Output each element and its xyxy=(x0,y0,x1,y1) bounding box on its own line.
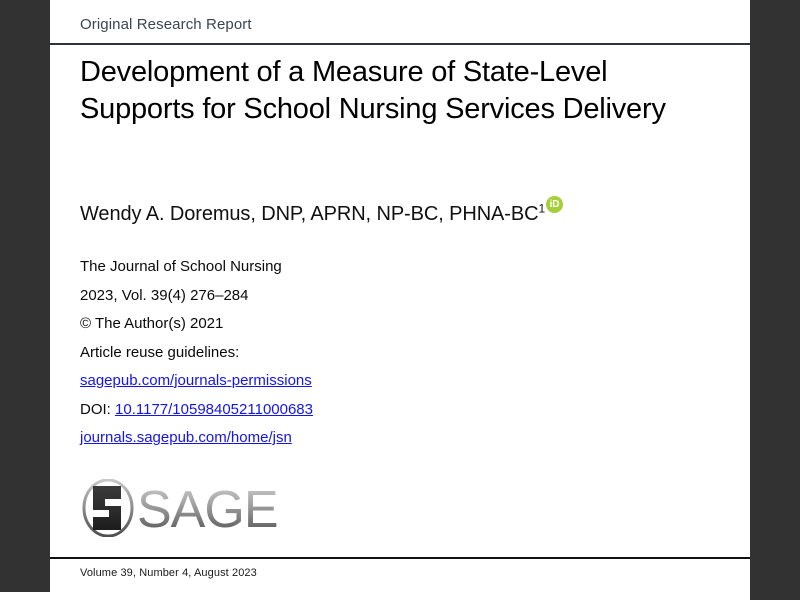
journal-metadata-block xyxy=(80,253,313,453)
permissions-link[interactable]: sagepub.com/journals-permissions xyxy=(80,372,312,389)
doi-label: DOI: xyxy=(80,400,111,418)
sage-wordmark: SAGE xyxy=(137,481,278,537)
reuse-guidelines-label: Article reuse guidelines: xyxy=(80,343,240,361)
orcid-icon-label: iD xyxy=(549,199,560,210)
sage-emblem-icon xyxy=(84,480,132,536)
journal-name: The Journal of School Nursing xyxy=(80,258,282,275)
author-byline xyxy=(80,199,563,226)
author-name: Wendy A. Doremus, DNP, APRN, NP-BC, PHNA-BC xyxy=(80,203,539,225)
affiliation-marker: 1 xyxy=(538,201,546,216)
viewer-gutter-left xyxy=(0,0,50,592)
footer-rule-divider xyxy=(50,557,750,559)
article-page xyxy=(50,0,750,600)
footer-issue-line: Volume 39, Number 4, August 2023 xyxy=(80,567,257,579)
header-rule-divider xyxy=(50,43,750,45)
orcid-icon[interactable] xyxy=(546,196,563,213)
homepage-link-row xyxy=(80,424,313,453)
doi-row xyxy=(80,396,313,425)
page-title: Development of a Measure of State-Level Supports for School Nursing Services Delivery xyxy=(80,56,666,125)
volume-issue-pages: 2023, Vol. 39(4) 276–284 xyxy=(80,286,249,304)
running-head: Original Research Report xyxy=(80,16,252,33)
copyright-line: © The Author(s) 2021 xyxy=(80,315,224,332)
sage-publisher-logo xyxy=(79,479,311,537)
journal-homepage-link[interactable]: journals.sagepub.com/home/jsn xyxy=(80,429,292,446)
permissions-link-row xyxy=(80,367,313,396)
viewer-gutter-right xyxy=(750,0,800,600)
doi-link[interactable]: 10.1177/10598405211000683 xyxy=(115,400,313,418)
